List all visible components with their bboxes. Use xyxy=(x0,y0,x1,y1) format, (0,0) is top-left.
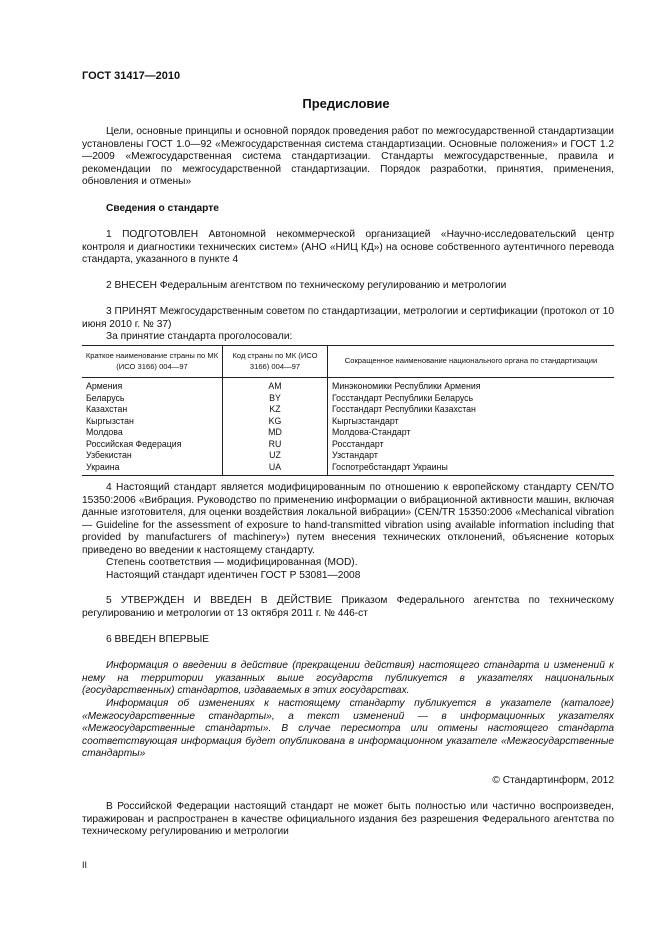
item-6-paragraph: 6 ВВЕДЕН ВПЕРВЫЕ xyxy=(106,634,210,645)
table-row xyxy=(82,427,614,439)
country-name-cell: Узбекистан xyxy=(86,450,132,460)
country-code-cell: MD xyxy=(223,427,328,439)
standards-body-cell: Госстандарт Республики Казахстан xyxy=(332,404,476,414)
standards-body-cell: Госпотребстандарт Украины xyxy=(328,462,615,476)
intro-paragraph: Цели, основные принципы и основной порядок проведения работ по межгосударственной стандартизации установлены ГОСТ 1.0—92 «Межгосударственная система стандартизации. Основные положения» и ГОСТ 1.2—2009 «Межгосударственная система стандартизации. Стандарты межгосударственные, правила и рекомендации по межгосударственной стандартизации. Порядок разработки, принятия, применения, обновления и отмены» xyxy=(82,126,614,188)
page-number: II xyxy=(82,860,88,870)
country-code-cell: BY xyxy=(223,393,328,405)
item-5-paragraph: 5 УТВЕРЖДЕН И ВВЕДЕН В ДЕЙСТВИЕ Приказом Федерального агентства по техническому регулированию и метрологии от 13 октября 2011 г. № 446-ст xyxy=(82,595,614,619)
item-4-identical-line: Настоящий стандарт идентичен ГОСТ Р 53081—2008 xyxy=(106,570,361,581)
country-code-cell: UZ xyxy=(223,450,328,462)
table-row xyxy=(82,416,614,428)
standards-body-cell: Молдова-Стандарт xyxy=(332,427,411,437)
table-row xyxy=(82,393,614,405)
country-code-cell: UA xyxy=(223,462,328,476)
table-row xyxy=(82,439,614,451)
country-name-cell: Армения xyxy=(86,381,123,391)
country-name-cell: Молдова xyxy=(86,427,123,437)
country-name-cell: Российская Федерация xyxy=(86,438,182,449)
table-header-row xyxy=(82,346,614,378)
item-2-paragraph: 2 ВНЕСЕН Федеральным агентством по техническому регулированию и метрологии xyxy=(106,280,507,291)
country-name-cell: Беларусь xyxy=(86,392,125,403)
copyright-line: © Стандартинформ, 2012 xyxy=(492,775,614,786)
table-row xyxy=(82,462,614,476)
table-row xyxy=(82,378,614,393)
country-name-cell: Казахстан xyxy=(86,404,128,414)
standards-body-cell: Кыргызстандарт xyxy=(332,415,399,426)
item-4-degree-line: Степень соответствия — модифицированная (MOD). xyxy=(106,557,358,568)
header-standards-body: Сокращенное наименование национального органа по стандартизации xyxy=(328,346,615,378)
item-3-paragraph: 3 ПРИНЯТ Межгосударственным советом по стандартизации, метрологии и сертификации (протокол от 10 июня 2010 г. № 37) xyxy=(82,306,614,330)
item-1-paragraph: 1 ПОДГОТОВЛЕН Автономной некоммерческой организацией «Научно-исследовательский центр контроля и диагностики технических систем» (АНО «НИЦ КД») на основе собственного аутентичного перевода стандарта, указанного в пункте 4 xyxy=(82,229,614,266)
item-4-paragraph: 4 Настоящий стандарт является модифицированным по отношению к европейскому стандарту CEN/TO 15350:2006 «Вибрация. Руководство по применению информации о вибрационной активности машин, включая данные изготовителя, для оценки воздействия локальной вибрации» (CEN/TR 15350:2006 «Mechanical vibration — Guideline for the assessment of exposure to hand-transmitted vibration using available information including that provided by manufacturers of machinery») путем внесения технических отклонений, объяснение которых приведено во введении к настоящему стандарту. xyxy=(82,482,614,556)
standards-body-cell: Минэкономики Республики Армения xyxy=(332,381,481,391)
country-name-cell: Кыргызстан xyxy=(86,415,134,426)
note-2-paragraph: Информация об изменениях к настоящему стандарту публикуется в указателе (каталоге) «Межгосударственные стандарты», а текст изменений — в информационных указателях «Межгосударственные стандарты». В случае пересмотра или отмены настоящего стандарта соответствующая информация будет опубликована в информационном указателе «Межгосударственные стандарты» xyxy=(82,698,614,760)
country-code-cell: KZ xyxy=(223,404,328,416)
country-code-cell: AM xyxy=(223,378,328,393)
table-row xyxy=(82,450,614,462)
standards-body-cell: Росстандарт xyxy=(332,438,384,449)
country-name-cell: Украина xyxy=(82,462,223,476)
standards-body-cell: Госстандарт Республики Беларусь xyxy=(332,392,474,403)
table-row xyxy=(82,404,614,416)
country-code-cell: KG xyxy=(223,416,328,428)
voting-countries-table xyxy=(82,345,614,476)
header-country-name: Краткое наименование страны по МК (ИСО 3166) 004—97 xyxy=(82,346,223,378)
standard-header: ГОСТ 31417—2010 xyxy=(82,70,181,82)
header-country-code: Код страны по МК (ИСО 3166) 004—97 xyxy=(223,346,328,378)
note-1-paragraph: Информация о введении в действие (прекращении действия) настоящего стандарта и изменений к нему на территории указанных выше государств публикуется в указателях национальных (государственных) стандартов, издаваемых в этих государствах. xyxy=(82,660,614,697)
voted-line: За принятие стандарта проголосовали: xyxy=(106,331,293,342)
standards-body-cell: Узстандарт xyxy=(332,450,378,460)
info-heading: Сведения о стандарте xyxy=(106,203,219,214)
page-title: Предисловие xyxy=(302,96,390,111)
rights-paragraph: В Российской Федерации настоящий стандарт не может быть полностью или частично воспроизведен, тиражирован и распространен в качестве официального издания без разрешения Федерального агентства по техническому регулированию и метрологии xyxy=(82,801,614,838)
country-code-cell: RU xyxy=(223,439,328,451)
